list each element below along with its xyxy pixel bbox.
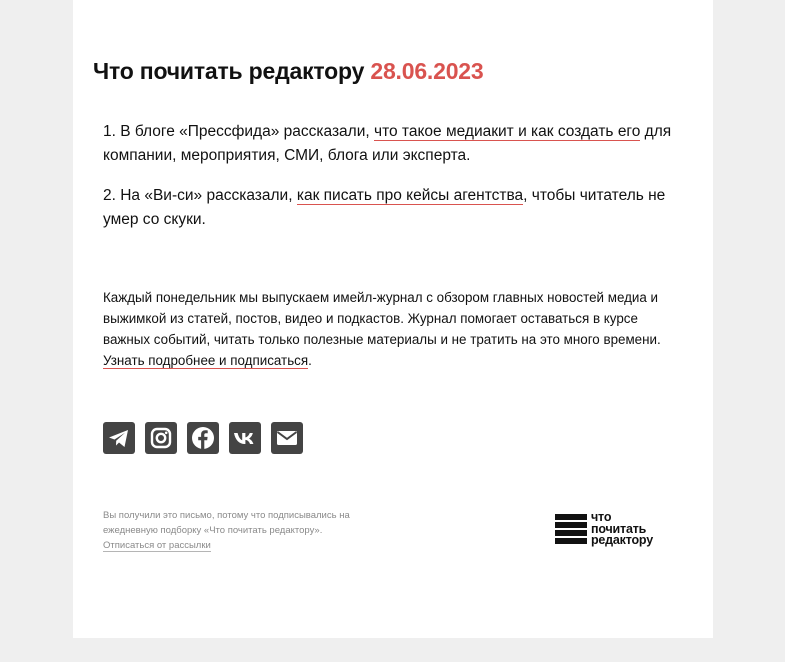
item-text: для компании, мероприятия, СМИ, блога или эксперта.: [103, 123, 672, 164]
item-text: , чтобы читатель не умер со скуки.: [103, 187, 666, 228]
telegram-icon[interactable]: [103, 422, 135, 454]
logo-line: почитать: [591, 521, 647, 536]
facebook-icon[interactable]: [187, 422, 219, 454]
social-links: [103, 422, 303, 454]
logo: [555, 512, 653, 547]
item-text: 2. На «Ви-си» рассказали,: [103, 187, 297, 204]
logo-text: [591, 512, 653, 547]
intro-text: Каждый понедельник мы выпускаем имейл-журнал с обзором главных новостей медиа и выжимкой из статей, постов, видео и подкастов. Журнал помогает оставаться в курсе важных событий, читать только полезные материалы и не тратить на это много времени.: [103, 290, 661, 347]
subscribe-link[interactable]: Узнать подробнее и подписаться: [103, 353, 309, 368]
vk-icon[interactable]: [229, 422, 261, 454]
email-card: [73, 0, 713, 638]
item-text: 1. В блоге «Прессфида» рассказали,: [103, 123, 374, 140]
unsubscribe-link[interactable]: Отписаться от рассылки: [103, 540, 211, 551]
mediakit-article-link[interactable]: что такое медиакит и как создать его: [374, 123, 641, 140]
list-item: [103, 120, 683, 168]
email-icon[interactable]: [271, 422, 303, 454]
logo-line: что: [591, 510, 612, 524]
instagram-icon[interactable]: [145, 422, 177, 454]
logo-mark-icon: [555, 514, 587, 544]
issue-date: 28.06.2023: [370, 58, 484, 84]
newsletter-intro: [103, 287, 688, 371]
page-title: [93, 58, 484, 85]
title-text: Что почитать редактору: [93, 58, 365, 84]
list-item: [103, 184, 683, 232]
article-list: [103, 120, 683, 248]
footer-note: [103, 508, 383, 553]
intro-end: .: [308, 353, 312, 368]
footer-text: Вы получили это письмо, потому что подписывались на ежедневную подборку «Что почитать редактору».: [103, 510, 350, 536]
cases-article-link[interactable]: как писать про кейсы агентства: [296, 187, 524, 204]
logo-line: редактору: [591, 533, 653, 547]
